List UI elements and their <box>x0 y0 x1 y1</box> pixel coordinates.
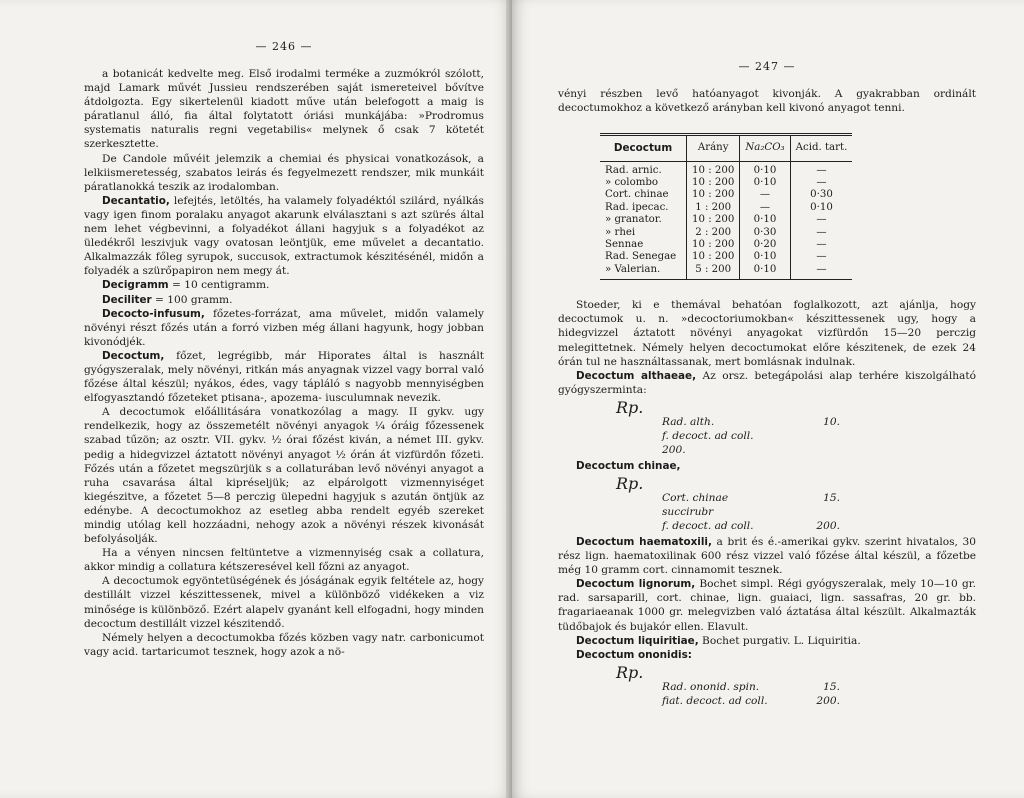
entry-text: Bochet purgativ. L. Liquiritia. <box>698 634 861 647</box>
table-header: Na₂CO₃ <box>740 135 790 161</box>
table-cell: » rhei <box>605 226 636 238</box>
table-cell: — <box>790 214 852 226</box>
table-cell: 0·30 <box>740 227 790 239</box>
rx-quantity: 200. <box>816 520 840 532</box>
table-cell: — <box>740 202 790 214</box>
paragraph-text: lefejtés, letöltés, ha valamely folyadéktól szilárd, nyálkás vagy igen finom poralaku anyagot akarunk elválasztani s azt szürés által nem lehet végbevinni, a folyadékot állani hagyjuk s a folyadékot az üledékről leszivjuk vagy ovatosan leöntjük, eme művelet a decantatio. Alkalmazzák főleg syrupok, succusok, extractumok készitésénél, midőn a folyadék a szürőpapiron nem megy át. <box>84 194 484 278</box>
paragraph-text: A decoctumok egyöntetüségének és jóságának egyik feltétele az, hogy destillált vizzel készittessenek, mivel a különböző vidékeken a viz minősége is különböző. Ezért alapelv gyanánt kell elfogadni, hogy minden decoctum destillált vizzel készitendő. <box>84 575 484 630</box>
rx-ingredient: Rad. alth. <box>662 415 715 428</box>
entry-term: Decoctum ononidis: <box>576 648 692 661</box>
table-cell: 5 : 200 <box>687 264 740 280</box>
prescription <box>558 397 976 457</box>
table-row <box>600 202 852 214</box>
table-cell: 10 : 200 <box>687 177 740 189</box>
entry <box>558 369 976 397</box>
paragraph-text: Ha a vényen nincsen feltüntetve a vizmennyiség csak a collatura, akkor mindig a collatura kétszeresével kell főzni az anyagot. <box>84 547 484 574</box>
rx-mark: Rp. <box>616 397 644 417</box>
entry-term: Decoctum, <box>102 349 165 362</box>
table-cell: 0·10 <box>740 264 790 280</box>
rx-quantity: 15. <box>823 680 840 693</box>
table-cell: 10 : 200 <box>687 161 740 177</box>
table-cell: Sennae <box>605 239 644 251</box>
entry-term: Decocto-infusum, <box>102 307 205 320</box>
table-cell: » granator. <box>605 214 662 226</box>
left-page-body <box>84 67 484 659</box>
entry-text: Bochet simpl. Régi gyógyszeralak, mely 10—10 gr. rad. sarsaparill, cort. chinae, lign. guaiaci, lign. sassafras, 20 gr. bb. fragariaeanak 1000 gr. melegvizben való áztatása által készült. Alkalmazták tüdőbajok és bujakór ellen. Elavult. <box>558 578 976 633</box>
page-number: — 246 — <box>255 40 313 53</box>
table-cell: 0·10 <box>740 251 790 263</box>
rx-quantity: 10. <box>823 415 840 428</box>
table-row <box>600 239 852 251</box>
table-cell: 0·10 <box>740 214 790 226</box>
table-cell: — <box>790 161 852 177</box>
table-cell: 0·10 <box>740 161 790 177</box>
table-row <box>600 189 852 201</box>
table-row <box>600 264 852 280</box>
prescription <box>558 474 976 533</box>
rx-ingredient: Cort. chinae succirubr <box>662 492 729 518</box>
table-cell: Rad. Senegae <box>605 251 677 263</box>
table-cell: 0·30 <box>790 189 852 201</box>
entry-term: Decigramm <box>102 279 169 292</box>
table-cell: — <box>790 177 852 189</box>
table-cell: » colombo <box>605 177 659 188</box>
paragraph <box>84 278 484 292</box>
entry <box>558 648 976 662</box>
entry-text: Az orsz. betegápolási alap terhére kiszolgálható gyógyszerminta: <box>558 369 977 396</box>
rx-quantity: 15. <box>823 492 840 504</box>
entry-term: Decoctum lignorum, <box>576 578 696 591</box>
entry-term: Decoctum haematoxili, <box>576 536 712 548</box>
paragraph-text: = 100 gramm. <box>151 293 233 306</box>
entry-term: Decantatio, <box>102 194 170 207</box>
paragraph <box>84 631 484 659</box>
table-header: Decoctum <box>600 135 687 161</box>
table-row <box>600 214 852 226</box>
table-header: Acid. tart. <box>790 135 852 161</box>
paragraph-text: De Candole művéit jelemzik a chemiai és physicai vonatkozások, a lelkiismeretesség, szabatos leirás és fegyelmezett rendszer, mik munkáit páratlanokká teszik az irodalomban. <box>84 152 484 193</box>
table-cell: Rad. arnic. <box>605 164 662 176</box>
paragraph <box>84 152 484 194</box>
rx-line <box>662 519 976 533</box>
paragraph <box>84 194 484 279</box>
table-cell: 10 : 200 <box>687 239 740 251</box>
table-cell: 10 : 200 <box>687 189 740 201</box>
entry <box>558 535 976 577</box>
paragraph <box>84 293 484 307</box>
table-cell: 2 : 200 <box>687 227 740 239</box>
paragraph-text: a botanicát kedvelte meg. Első irodalmi terméke a zuzmókról szólott, majd Lamark művét Jussieu rendszerében saját ismereteivel bővítve átdolgozta. Egy sikertelenül kiadott műve után belefogott a maig is páratlanul álló, fia által folytatott óriási munkájába: »Prodromus systematis naturalis regni vegetabilis« melynek ő csak 7 kötetét szerkesztette. <box>84 68 484 151</box>
paragraph-text: főzetes-forrázat, ama művelet, midőn valamely növényi részt főzés után a forró vizben még állani hagyunk, hogy jobban kivonódjék. <box>84 307 484 348</box>
paragraph: Stoeder, ki e themával behatóan foglalkozott, azt ajánlja, hogy decoctumok u. n. »decoctoriumokban« készittessenek ugy, hogy a hidegvizzel áztatott növényi anyagokat vizfürdőn 15—20 perczig melegittetnek. Némely helyen decoctumokat előre készitenek, de ezek 24 órán tul ne használtassanak, mert bomlásnak indulnak. <box>558 299 976 368</box>
rx-line <box>662 491 976 519</box>
paragraph <box>84 349 484 405</box>
entry-term: Deciliter <box>102 293 152 306</box>
page-number: — 247 — <box>738 60 796 73</box>
paragraph <box>84 67 484 152</box>
table-row <box>600 177 852 189</box>
table-cell: 0·10 <box>790 202 852 214</box>
prescription <box>558 662 976 708</box>
rx-mark: Rp. <box>616 474 644 493</box>
table-cell: Cort. chinae <box>605 189 669 201</box>
table-header: Arány <box>687 135 740 161</box>
paragraph-text: Némely helyen a decoctumokba főzés közben vagy natr. carbonicumot vagy acid. tartaricumot tesznek, hogy azok a nö- <box>84 631 484 658</box>
rx-ingredient: fiat. decoct. ad coll. <box>662 694 768 707</box>
table-cell: 1 : 200 <box>687 202 740 214</box>
rx-ingredient: f. decoct. ad coll. <box>662 520 754 532</box>
entry <box>558 577 976 633</box>
table-cell: — <box>790 264 852 280</box>
rx-quantity <box>780 429 840 457</box>
table-cell: 10 : 200 <box>687 251 740 263</box>
entry <box>558 459 976 473</box>
table-cell: 0·10 <box>740 177 790 189</box>
paragraph <box>84 546 484 574</box>
paragraph <box>84 574 484 630</box>
table-row <box>600 251 852 263</box>
table-cell: — <box>790 239 852 251</box>
rx-line <box>662 694 976 708</box>
table-cell: — <box>790 251 852 263</box>
paragraph <box>84 405 484 546</box>
entry-term: Decoctum althaeae, <box>576 369 697 382</box>
right-page <box>512 0 1024 798</box>
table-cell: Rad. ipecac. <box>605 201 669 213</box>
paragraph <box>84 307 484 349</box>
entry-term: Decoctum liquiritiae, <box>576 634 699 647</box>
rx-line <box>662 680 976 694</box>
rx-line <box>662 415 976 429</box>
rx-ingredient: Rad. ononid. spin. <box>662 680 760 693</box>
table-row <box>600 161 852 177</box>
table-body <box>600 161 852 280</box>
paragraph-text: = 10 centigramm. <box>168 279 270 292</box>
table-row <box>600 227 852 239</box>
table-cell: — <box>740 189 790 201</box>
table-cell: » Valerian. <box>600 264 687 280</box>
table-cell: 0·20 <box>740 239 790 251</box>
decoctum-table <box>600 133 852 280</box>
paragraph: vényi részben levő hatóanyagot kivonják. A gyakrabban ordinált decoctumokhoz a következő arányban kell kivonó anyagot tenni. <box>558 88 976 115</box>
paragraph-text: főzet, legrégibb, már Hiporates által is használt gyógyszeralak, mely növényi, ritkán más anyagnak vizzel vagy borral való főzése által készül; nyákos, édes, vagy tápláló s nagyobb mennyiségben elfogyasztandó főzeteket ptisana-, apozema- iusculumnak nevezik. <box>84 349 484 405</box>
rx-line <box>662 429 976 457</box>
entry-text: a brit és é.-amerikai gykv. szerint hivatalos, 30 rész lign. haematoxilinak 600 rész vizzel való főzése által készül, a főzetbe még 10 gramm cort. cinnamomit tesznek. <box>558 536 976 577</box>
rx-mark: Rp. <box>616 662 644 682</box>
entry <box>558 634 976 648</box>
table-cell: 10 : 200 <box>687 214 740 226</box>
table-cell: — <box>790 227 852 239</box>
paragraph-text: A decoctumok előállitására vonatkozólag a magy. II gykv. ugy rendelkezik, hogy az összemetélt növényi anyagok ¼ óráig főzessenek szabad tűzön; az osztr. VII. gykv. ½ órai főzést kiván, a német III. gykv. pedig a hidegvizzel áztatott növényi anyagot ½ órán át vizfürdőn főzeti. Főzés után a főzetet megszürjük s a collaturában levő növényi anyagot a ruha csavarása által kipréseljük; az elpárolgott vizmennyiséget kiegészitve, a főzetet 5—8 perczig ülepedni hagyjuk s azután öntjük az edénybe. A decoctumokhoz az esetleg abba rendelt egyéb szereket mindig utólag kell hozzáadni, nehogy azok a növényi részek kivonását befolyásolják. <box>84 406 484 546</box>
rx-ingredient: f. decoct. ad coll. 200. <box>662 429 754 456</box>
entry-term: Decoctum chinae, <box>576 459 681 472</box>
rx-quantity: 200. <box>816 694 840 707</box>
